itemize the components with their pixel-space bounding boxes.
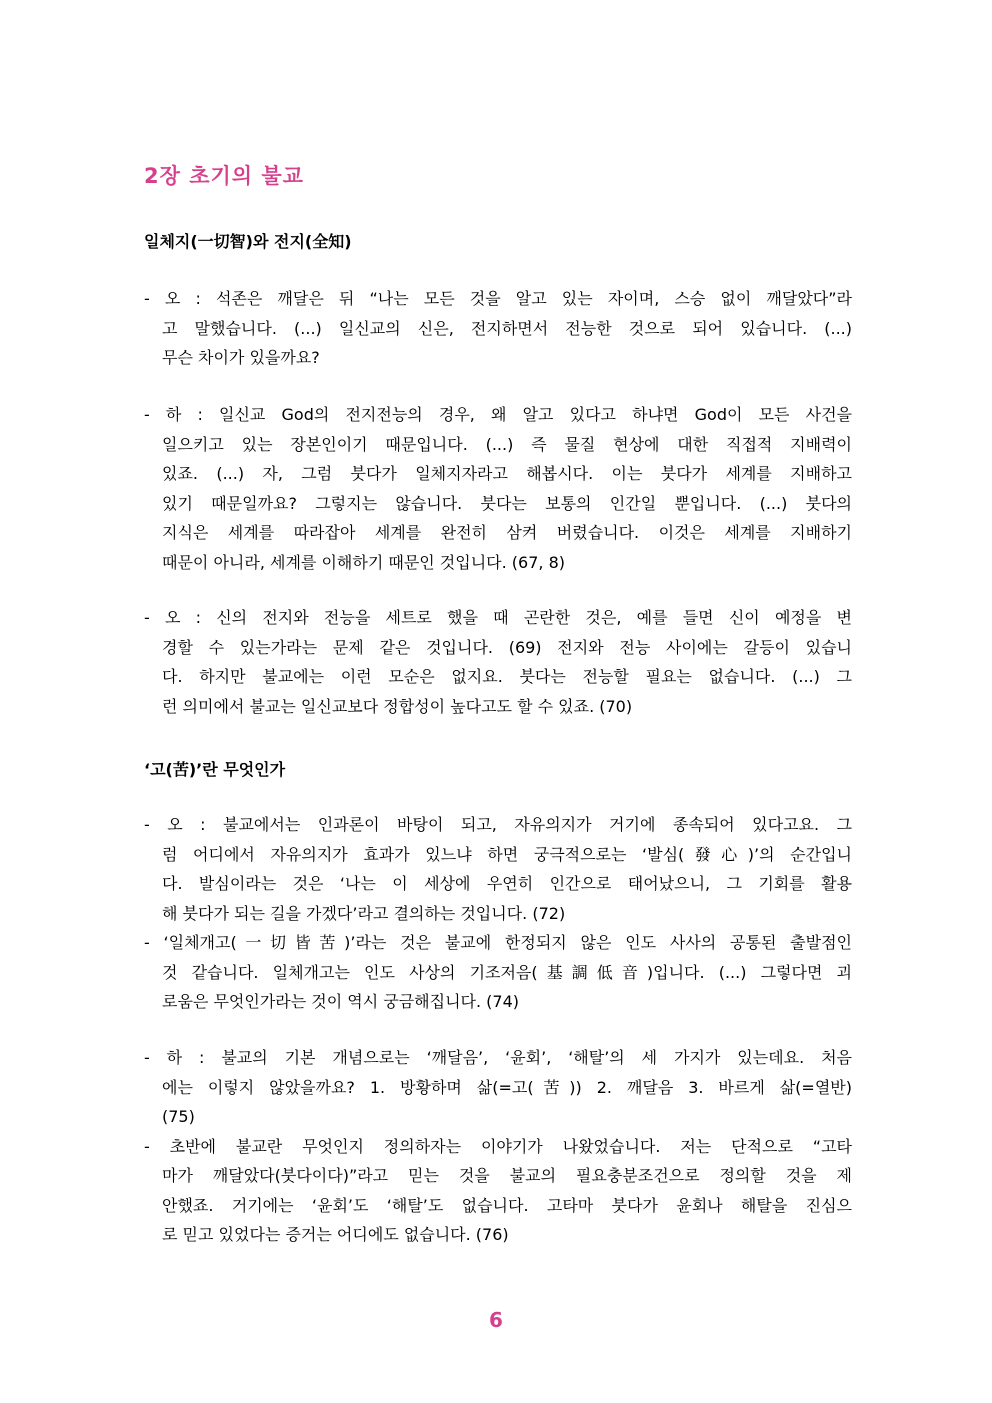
text-line: 런 의미에서 불교는 일신교보다 정합성이 높다고도 할 수 있죠. (70) xyxy=(162,696,633,716)
text-line: 것 같습니다. 일체개고는 인도 사상의 기조저음(基調低音)입니다. (...) 그렇다면 괴 xyxy=(162,962,852,982)
text-line: 일으키고 있는 장본인이기 때문입니다. (...) 즉 물질 현상에 대한 직접적 지배력이 xyxy=(162,434,852,454)
text-line: - 하 : 일신교 God의 전지전능의 경우, 왜 알고 있다고 하냐면 God이 모든 사건을 xyxy=(144,405,852,424)
text-line: - ‘일체개고(一切皆苦)’라는 것은 불교에 한정되지 않은 인도 사사의 공통된 출발점인 xyxy=(144,933,852,952)
section-heading: ‘고(苦)’란 무엇인가 xyxy=(144,760,286,779)
text-line: 경할 수 있는가라는 문제 같은 것입니다. (69) 전지와 전능 사이에는 갈등이 있습니 xyxy=(162,637,852,657)
text-line: 안했죠. 거기에는 ‘윤회’도 ‘해탈’도 없습니다. 고타마 붓다가 윤회나 해탈을 진심으 xyxy=(162,1195,852,1215)
text-line: 마가 깨달았다(붓다이다)”라고 믿는 것을 불교의 필요충분조건으로 정의할 것을 제 xyxy=(162,1166,852,1185)
section-heading: 일체지(一切智)와 전지(全知) xyxy=(144,232,352,251)
text-line: 로움은 무엇인가라는 것이 역시 궁금해집니다. (74) xyxy=(162,992,520,1011)
text-line: - 오 : 불교에서는 인과론이 바탕이 되고, 자유의지가 거기에 종속되어 있다고요. 그 xyxy=(144,815,852,834)
text-line: 있기 때문일까요? 그렇지는 않습니다. 붓다는 보통의 인간일 뿐입니다. (...) 붓다의 xyxy=(162,493,852,513)
text-line: 다. 하지만 불교에는 이런 모순은 없지요. 붓다는 전능할 필요는 없습니다. (...) 그 xyxy=(162,667,852,686)
text-line: 때문이 아니라, 세계를 이해하기 때문인 것입니다. (67, 8) xyxy=(162,552,566,572)
text-line: 무슨 차이가 있을까요? xyxy=(162,348,320,367)
text-line: 럼 어디에서 자유의지가 효과가 있느냐 하면 궁극적으로는 ‘발심(發心)’의 순간입니 xyxy=(162,844,852,864)
text-line: - 오 : 석존은 깨달은 뒤 “나는 모든 것을 알고 있는 자이며, 스승 없이 깨달았다”라 xyxy=(144,289,852,308)
text-line: 다. 발심이라는 것은 ‘나는 이 세상에 우연히 인간으로 태어났으니, 그 기회를 활용 xyxy=(162,874,852,893)
paragraph xyxy=(144,603,852,721)
text-line: (75) xyxy=(162,1107,195,1126)
text-line: - 오 : 신의 전지와 전능을 세트로 했을 때 곤란한 것은, 예를 들면 신이 예정을 변 xyxy=(144,608,852,627)
paragraph xyxy=(144,400,852,577)
text-line: - 초반에 불교란 무엇인지 정의하자는 이야기가 나왔었습니다. 저는 단적으로 “고타 xyxy=(144,1136,852,1156)
text-line: 에는 이렇지 않았을까요? 1. 방황하며 삶(=고(苦)) 2. 깨달음 3. 바르게 삶(=열반) xyxy=(162,1077,852,1097)
page-number: 6 xyxy=(489,1308,503,1332)
text-line: 로 믿고 있었다는 증거는 어디에도 없습니다. (76) xyxy=(162,1225,509,1244)
text-line: 고 말했습니다. (...) 일신교의 신은, 전지하면서 전능한 것으로 되어 있습니다. (...) xyxy=(162,318,852,338)
text-line: - 하 : 불교의 기본 개념으로는 ‘깨달음’, ‘윤회’, ‘해탈’의 세 가지가 있는데요. 처음 xyxy=(144,1048,852,1067)
text-line: 있죠. (...) 자, 그럼 붓다가 일체지자라고 해봅시다. 이는 붓다가 세계를 지배하고 xyxy=(162,464,852,483)
chapter-title: 2장 초기의 불교 xyxy=(144,164,304,188)
paragraph xyxy=(144,1043,852,1250)
paragraph xyxy=(144,810,852,1017)
paragraph xyxy=(144,284,852,373)
text-line: 해 붓다가 되는 길을 가겠다’라고 결의하는 것입니다. (72) xyxy=(162,903,566,923)
text-line: 지식은 세계를 따라잡아 세계를 완전히 삼켜 버렸습니다. 이것은 세계를 지배하기 xyxy=(162,523,852,542)
